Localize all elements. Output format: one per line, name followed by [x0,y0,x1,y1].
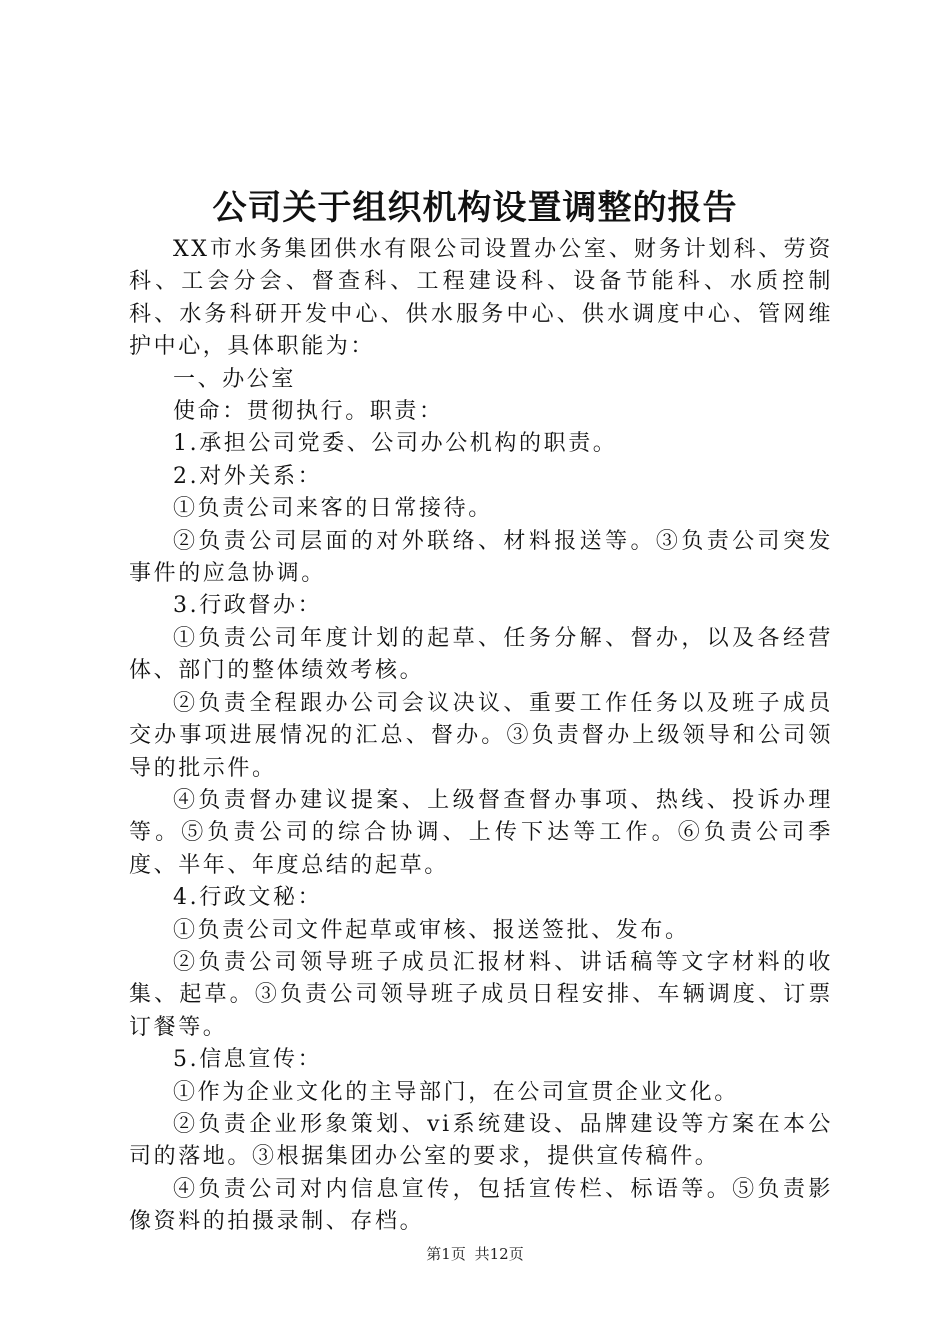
paragraph: ①负责公司文件起草或审核、报送签批、发布。 [173,917,690,943]
paragraph: ①负责公司来客的日常接待。 [173,496,493,522]
paragraph: ②负责全程跟办公司会议决议、重要工作任务以及班子成员交办事项进展情况的汇总、督办。③负责督办上级领导和公司领导的批示件。 [129,690,833,781]
paragraph: ②负责公司领导班子成员汇报材料、讲话稿等文字材料的收集、起草。③负责公司领导班子成员日程安排、车辆调度、订票订餐等。 [129,949,833,1040]
paragraph: 4.行政文秘： [173,885,323,911]
paragraph: 5.信息宣传： [173,1047,323,1073]
paragraph: 2.对外关系： [173,463,323,489]
page-total: 共12页 [474,1245,524,1263]
paragraph: ①作为企业文化的主导部门，在公司宣贯企业文化。 [173,1079,739,1105]
paragraph: ④负责公司对内信息宣传，包括宣传栏、标语等。⑤负责影像资料的拍摄录制、存档。 [129,1176,833,1235]
paragraph: 3.行政督办： [173,593,323,619]
page-footer [0,1243,950,1265]
paragraph: 使命：贯彻执行。职责： [173,399,444,425]
paragraph: 一、办公室 [173,366,297,392]
document-title: 公司关于组织机构设置调整的报告 [212,188,738,228]
paragraph: 1.承担公司党委、公司办公机构的职责。 [173,431,618,457]
paragraph: ①负责公司年度计划的起草、任务分解、督办，以及各经营体、部门的整体绩效考核。 [129,625,833,684]
page-number: 第1页 [426,1245,466,1263]
paragraph: XX市水务集团供水有限公司设置办公室、财务计划科、劳资科、工会分会、督查科、工程建设科、设备节能科、水质控制科、水务科研开发中心、供水服务中心、供水调度中心、管网维护中心，具体职能为： [129,237,833,360]
paragraph: ②负责企业形象策划、vi系统建设、品牌建设等方案在本公司的落地。③根据集团办公室的要求，提供宣传稿件。 [129,1111,833,1170]
paragraph: ④负责督办建议提案、上级督查督办事项、热线、投诉办理等。⑤负责公司的综合协调、上传下达等工作。⑥负责公司季度、半年、年度总结的起草。 [129,787,833,878]
document-body [129,234,833,1239]
paragraph: ②负责公司层面的对外联络、材料报送等。③负责公司突发事件的应急协调。 [129,528,833,587]
